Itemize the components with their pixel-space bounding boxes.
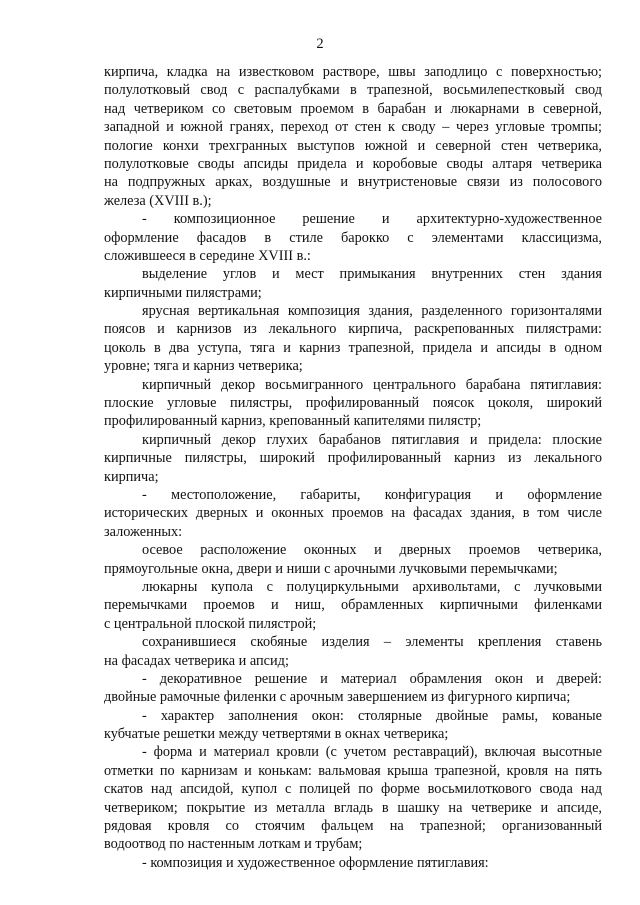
text-line: - декоративное решение и материал обрамления окон и дверей:	[142, 670, 602, 687]
text-line: кирпича, кладка на известковом растворе, швы заподлицо с поверхностью;	[104, 64, 602, 80]
text-line: водоотвод по настенным лоткам и трубам;	[104, 836, 363, 853]
body-text	[104, 63, 602, 872]
text-line: кирпичными пилястрами;	[104, 284, 262, 301]
text-line: кубчатые решетки между четвертями в окнах четверика;	[104, 726, 449, 743]
text-line: - местоположение, габариты, конфигурация и оформление	[142, 486, 602, 503]
text-line: выделение углов и мест примыкания внутренних стен здания	[142, 266, 602, 283]
text-line: кирпичный декор восьмигранного центрального барабана пятиглавия:	[142, 376, 602, 393]
text-line: уровне; тяга и карниз четверика;	[104, 358, 303, 375]
text-line: плоские угловые пилястры, профилированный поясок цоколя, широкий	[104, 395, 602, 412]
text-line: кирпичный декор глухих барабанов пятиглавия и придела: плоские	[142, 431, 602, 448]
text-line: железа (XVIII в.);	[104, 192, 212, 209]
text-line: ярусная вертикальная композиция здания, разделенного горизонталями	[142, 303, 602, 320]
text-line: люкарны купола с полуциркульными архивольтами, с лучковыми	[142, 578, 602, 595]
text-line: перемычками проемов и ниш, обрамленных кирпичными филенками	[104, 597, 602, 614]
text-line: оформление фасадов в стиле барокко с элементами классицизма,	[104, 229, 602, 246]
text-line: кирпичные пилястры, широкий профилированный карниз из лекального	[104, 450, 602, 467]
text-line: поясов и карнизов из лекального кирпича, раскрепованных пилястрами:	[104, 321, 602, 338]
page-number: 2	[316, 36, 324, 52]
text-line: полулотковые своды апсиды придела и коробовые своды алтаря четверика	[104, 155, 602, 172]
text-line: пологие конхи трехгранных выступов южной и северной стен четверика,	[104, 137, 602, 154]
text-line: - форма и материал кровли (с учетом реставраций), включая высотные	[142, 744, 602, 761]
text-line: исторических дверных и оконных проемов на фасадах здания, в том числе	[104, 505, 602, 522]
text-line: заложенных:	[104, 523, 183, 540]
text-line: отметки по карнизам и конькам: вальмовая крыша трапезной, кровля на пять	[104, 762, 602, 779]
text-line: на подпружных арках, воздушные и внутристеновые связи из полосового	[104, 174, 602, 191]
text-line: кирпича;	[104, 468, 159, 485]
text-line: на фасадах четверика и апсид;	[104, 652, 289, 669]
text-line: сохранившиеся скобяные изделия – элементы крепления ставень	[142, 634, 602, 651]
text-line: сложившееся в середине XVIII в.:	[104, 247, 311, 264]
text-line: западной и южной гранях, переход от стен к своду – через угловые тромпы;	[104, 119, 602, 136]
text-line: - характер заполнения окон: столярные двойные рамы, кованые	[142, 707, 602, 724]
text-line: скатов над апсидой, купол с полицей по форме восьмилоткового свода над	[104, 781, 602, 798]
text-line: профилированный карниз, крепованный капителями пилястр;	[104, 413, 482, 430]
text-line: с центральной плоской пилястрой;	[104, 615, 317, 632]
text-line: рядовая кровля со стоячим фальцем на трапезной; организованный	[104, 818, 602, 835]
text-line: - композиция и художественное оформление пятиглавия:	[142, 854, 489, 871]
text-line: - композиционное решение и архитектурно-художественное	[142, 211, 602, 228]
text-line: над четвериком со световым проемом в барабан и люкарнами в северной,	[104, 100, 602, 117]
text-line: осевое расположение оконных и дверных проемов четверика,	[142, 542, 602, 559]
text-line: четвериком; покрытие из металла вгладь в шашку на четверике и апсиде,	[104, 799, 602, 816]
text-line: цоколь в два уступа, тяга и карниз трапезной, придела и апсиды в одном	[104, 339, 602, 356]
text-line: полулотковый свод с распалубками в трапезной, восьмилепестковый свод	[104, 82, 602, 99]
text-line: прямоугольные окна, двери и ниши с арочными лучковыми перемычками;	[104, 560, 558, 577]
text-line: двойные рамочные филенки с арочным завершением из фигурного кирпича;	[104, 689, 571, 706]
